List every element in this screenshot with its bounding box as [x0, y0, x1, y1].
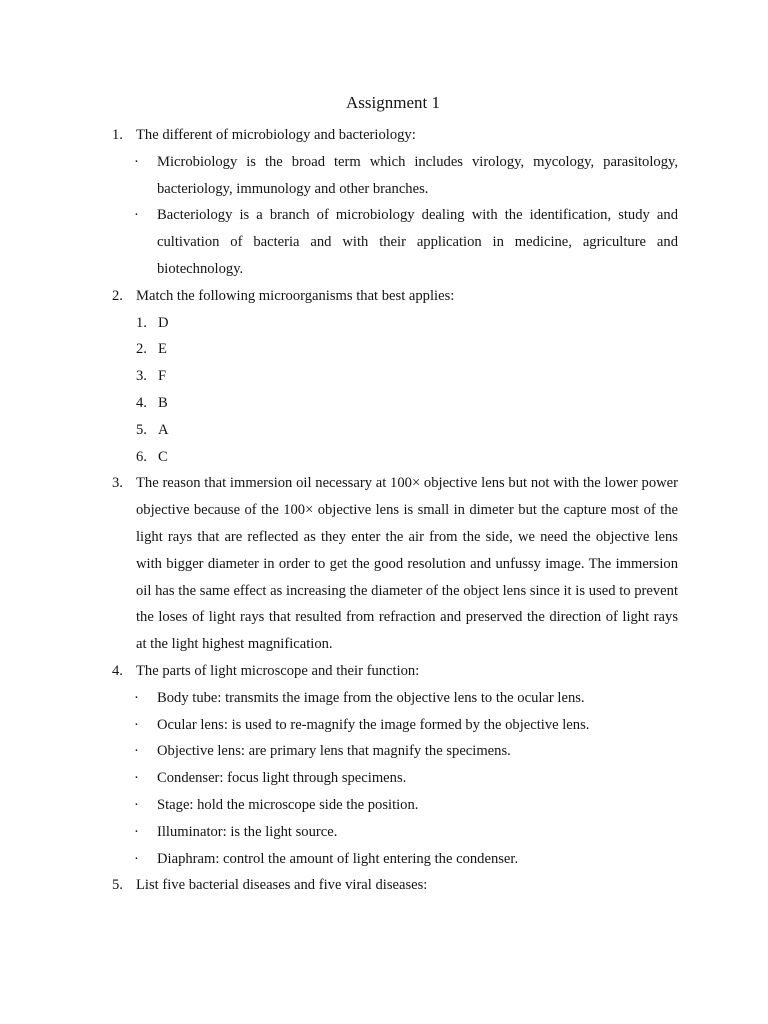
- bullet-item: [112, 202, 678, 282]
- question-number: 2.: [112, 287, 123, 304]
- bullet-icon: ·: [134, 823, 139, 840]
- answer-item: [136, 417, 678, 444]
- bullet-icon: ·: [134, 716, 139, 733]
- bullet-text: Illuminator: is the light source.: [157, 823, 338, 840]
- bullet-text: Microbiology is the broad term which includes virology, mycology, parasitology, bacteriology, immunology and other branches.: [157, 153, 678, 197]
- answer-number: 5.: [136, 421, 147, 438]
- bullet-item: [112, 765, 678, 792]
- answer-list: [136, 310, 678, 471]
- answer-item: [136, 390, 678, 417]
- bullet-text: Bacteriology is a branch of microbiology dealing with the identification, study and cultivation of bacteria and with their application in medicine, agriculture and biotechnology.: [157, 207, 678, 277]
- bullet-item: [112, 738, 678, 765]
- question-3: [112, 470, 678, 658]
- answer-number: 6.: [136, 448, 147, 465]
- question-1: [112, 122, 678, 149]
- question-4-bullets: [112, 685, 678, 873]
- answer-value: A: [158, 421, 169, 438]
- answer-item: [136, 363, 678, 390]
- question-text: The reason that immersion oil necessary at 100× objective lens but not with the lower power objective because of the 100× objective lens is small in dimeter but the capture most of the light rays that are reflected as they enter the air from the side, we need the objective lens with bigger diameter in order to get the good resolution and unfussy image. The immersion oil has the same effect as increasing the diameter of the object lens since it is used to prevent the loses of light rays that resulted from refraction and preserved the direction of light rays at the light highest magnification.: [136, 475, 678, 653]
- answer-number: 4.: [136, 394, 147, 411]
- bullet-text: Body tube: transmits the image from the objective lens to the ocular lens.: [157, 689, 585, 706]
- question-number: 1.: [112, 127, 123, 143]
- question-text: The different of microbiology and bacteriology:: [136, 127, 416, 143]
- bullet-item: [112, 685, 678, 712]
- bullet-text: Ocular lens: is used to re-magnify the image formed by the objective lens.: [157, 716, 590, 733]
- answer-value: D: [158, 314, 169, 331]
- answer-value: F: [158, 368, 167, 385]
- answer-value: C: [158, 448, 168, 465]
- bullet-item: [112, 819, 678, 846]
- bullet-text: Diaphram: control the amount of light entering the condenser.: [157, 850, 519, 867]
- bullet-text: Stage: hold the microscope side the position.: [157, 796, 419, 813]
- bullet-icon: ·: [134, 796, 139, 813]
- answer-number: 3.: [136, 368, 147, 385]
- bullet-item: [112, 792, 678, 819]
- bullet-item: [112, 149, 678, 203]
- bullet-item: [112, 712, 678, 739]
- bullet-icon: ·: [134, 850, 139, 867]
- question-text: List five bacterial diseases and five viral diseases:: [136, 877, 428, 894]
- answer-value: E: [158, 341, 167, 358]
- bullet-icon: ·: [134, 153, 139, 170]
- bullet-icon: ·: [134, 770, 139, 787]
- question-5: [112, 872, 678, 899]
- answer-value: B: [158, 394, 168, 411]
- question-text: The parts of light microscope and their function:: [136, 662, 420, 679]
- answer-item: [136, 444, 678, 471]
- document-body: [112, 122, 678, 899]
- question-2: [112, 283, 678, 471]
- answer-number: 1.: [136, 314, 147, 331]
- answer-item: [136, 336, 678, 363]
- answer-item: [136, 310, 678, 337]
- bullet-text: Objective lens: are primary lens that magnify the specimens.: [157, 743, 511, 760]
- question-4: [112, 658, 678, 685]
- bullet-icon: ·: [134, 207, 139, 224]
- question-number: 3.: [112, 475, 123, 492]
- page-title: Assignment 1: [346, 93, 440, 112]
- question-text: Match the following microorganisms that best applies:: [136, 287, 455, 304]
- bullet-icon: ·: [134, 743, 139, 760]
- question-number: 4.: [112, 662, 123, 679]
- question-1-bullets: [112, 149, 678, 283]
- bullet-item: [112, 846, 678, 873]
- bullet-icon: ·: [134, 689, 139, 706]
- bullet-text: Condenser: focus light through specimens.: [157, 770, 407, 787]
- question-number: 5.: [112, 877, 123, 894]
- answer-number: 2.: [136, 341, 147, 358]
